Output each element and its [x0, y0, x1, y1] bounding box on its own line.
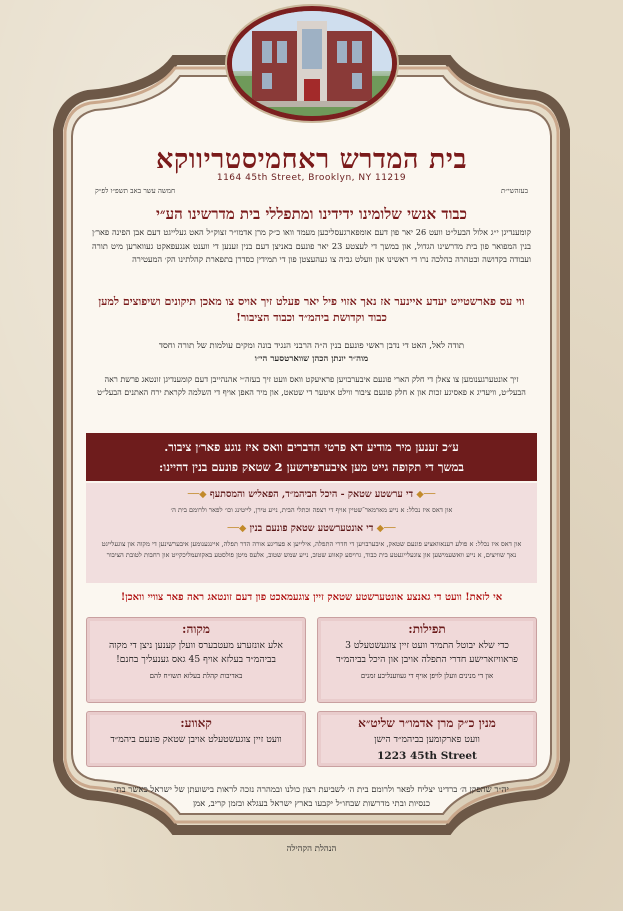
card-rebbe-minyan — [317, 711, 537, 767]
hebrew-date: חמשה עשר באב תשפ״ו לפ״ק — [95, 187, 176, 195]
card-rebbe-body: וועט פארקומען בביהמ״ד הישן — [374, 734, 480, 745]
card-mikva — [86, 617, 306, 703]
card-mikva-note: באדיבות קהלת בעלזא תשו״ח להם — [149, 672, 243, 680]
banner-line-1: ע״כ זענען מיר מודיע דא פרטי הדברים וואס איז נוגע פאר׳ן ציבור. — [164, 440, 459, 454]
card-rebbe-title: מנין כ״ק מרן אדמו״ר שליט״א — [358, 716, 496, 730]
phases-box — [86, 483, 537, 583]
card-kave-title: קאווע: — [180, 716, 212, 730]
card-tefilos-title: תפילות: — [408, 622, 446, 636]
greeting-heading: כבוד אנשי שלומינו ידידינו ומתפללי בית מדרשינו הע״י — [156, 205, 467, 223]
page-title: בית המדרש ראחמיסטריווקא — [155, 144, 468, 175]
phase-1-heading-text: די ערשטע שטאק - היכל הביהמ״ד, הפאליש והמסתעף — [209, 489, 414, 500]
phase-1-heading: ──◆ די ערשטע שטאק - היכל הביהמ״ד, הפאליש והמסתעף ◆── — [187, 489, 436, 500]
card-mikva-title: מקוה: — [182, 622, 210, 636]
phase-1-text: און דאס איז נכלל: א נייע מארמאר־שטיין אויף די רצפה וכתלי הבית, נייע טירן, לייטינג וכו׳ לפאר ולרומם בית ה׳ — [170, 506, 453, 514]
card-mikva-body: אלע אונזערע מעטבערס וועלן קענען ניצן די מקוה בביהמ״ד בעלזא אויף 45 גאס גענעליך בחנם! — [109, 640, 283, 665]
bs-abbreviation: בעזהשי״ת — [500, 187, 528, 195]
closing-blessing: יה״ר שהפקן ה׳ ברדינו יצליח לפאר ולרומם בית ה׳ לשביעת רצון כולנו ובמהרה נזכה לראות בישועתן של ישראל כאשר בתי כנסיות ובתי מדרשות שבחו״ל יקבעו בארץ ישראל בעגלא ובזמן קריב, אמן — [114, 785, 509, 809]
project-paragraph: זיך אונטערגענומען צו צאלן די חלק הארי פונעם איבערבויען פראיעקט וואס וועט זיך בעזה״י אהנהייבן דעם קומענדיגן זונטאג פרשת ראה הבעל״ט, וויעדיג א פאסיגע זכות און א חלק פונעם ציבור ווילט איטער די שטאט, און מיר האפן אויף די השלמה לקראת ירח האתנים הבעל״ט — [97, 375, 526, 397]
phase-2-text: און דאס איז נכלל: א פולע רענאוואציע פונעם שטאק, איבערבויען די חדרי התפלה, אילייען א פעדיגע אורה הדר תפלה, איינגענומען איבערשינען די מקוה און צוגעלייגט נאך שוויצים, א נייע וואשעמישען און צוגעלייגעטע בית כבוד, גרויסע קאווע שטוב, נייע שמש שטוב, אלעס מיטן פולסטע באקוועמליכקייט און רחבות לטובת הציבור — [101, 540, 522, 559]
donor-name: מוה״ר יונתן הכהן שווארטסער הי״ו — [254, 354, 369, 364]
address: 1164 45th Street, Brooklyn, NY 11219 — [216, 173, 407, 183]
intro-paragraph: קומענדיגן י״ג אלול הבעל״ט וועט 26 יאר פון דעם אומפארגעסליכען מעמד וואו כ״ק מרן אדמו״ר זצוק״ל האט געלייגט דעם אבן הפינה פאר׳ן בנין המפואר פון בית מדרשינו הגדול, און במשך די לעצטע 23 יאר פונעם באניצן דעם בנין זענען די ווענט אנגעפאקט געווארען מיט תורה ועבודה בקדושה ובטהרה כהלכה נרו די ראשינו און וועלט גביה צו געהעצטן פון די תמידין כסדרן בתפארת קהלתינו הק׳ המעטירה — [92, 227, 532, 264]
phase-2-heading: ──◆ די אונטערשטע שטאק פונעם בנין ◆── — [227, 523, 396, 534]
renovation-call: ווי עס פארשטייט יעדע איינער אז נאך אזוי פיל יאר פעלט זיך אויס צו מאכן תיקונים ושיפוצים למען כבוד וקדושת ביהמ״ד וכבוד הציבור! — [98, 295, 525, 324]
card-tefilos-body: כדי שלא יבוטל התמיד וועט זיין צוגעשטעלט 3 פראוויזארישע חדרי התפלה אויבן און היכל בביהמ״ד — [336, 640, 518, 665]
card-kave — [86, 711, 306, 767]
card-tefilos — [317, 617, 537, 703]
announcement-banner — [86, 433, 537, 481]
donor-thanks — [95, 340, 528, 366]
signature: הנהלת הקהילה — [286, 844, 337, 854]
card-tefilos-note: און די מנינים וועלן לויפן אויף די געווענליכע זמנים — [360, 672, 494, 680]
phase-2-heading-text: די אונטערשטע שטאק פונעם בנין — [249, 523, 374, 534]
banner-line-2: במשך די תקופה גייט מען איבערפירשען 2 שטאק פונעם בנין דהיינו: — [159, 460, 464, 474]
donor-thanks-line: תודה לאל, האט די נדבן ראשי פונעם בנין ה״ה הרבני הנגיד בונה ומקים עולמות של תורה וחסד — [158, 341, 465, 351]
closure-warning: אי לזאת! וועט די גאנצע אונטערשטע שטאק זיין צוגעמאכט פון דעם זונטאג ראה פאר צוויי וואכן! — [120, 592, 503, 603]
card-kave-body: וועט זיין צוגעשטעלט אויבן שטאק פונעם ביהמ״ד — [110, 734, 282, 745]
card-rebbe-address: 1223 45th Street — [377, 750, 477, 762]
